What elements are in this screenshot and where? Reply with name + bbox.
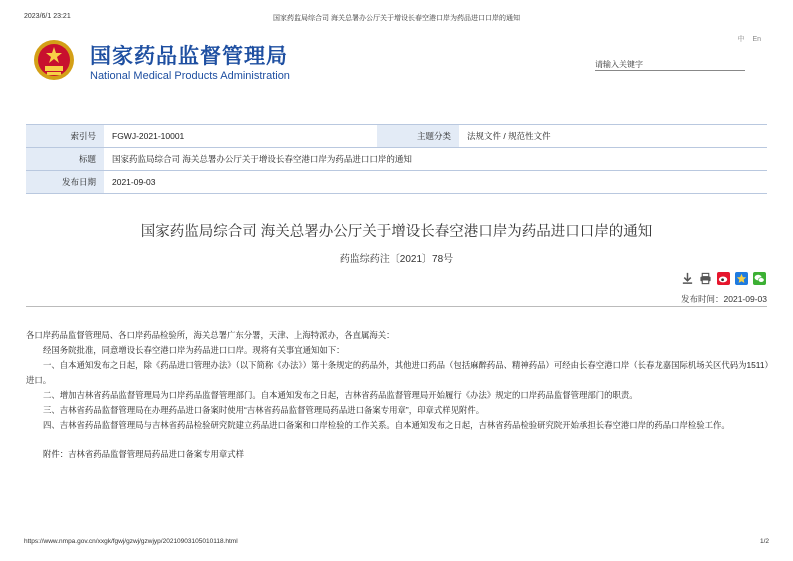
index-value: FGWJ-2021-10001 xyxy=(104,125,377,148)
download-icon[interactable] xyxy=(680,271,695,286)
print-url: https://www.nmpa.gov.cn/xxgk/fgwj/gzwj/gzwjyp/20210903105010118.html xyxy=(24,538,238,545)
title-value: 国家药监局综合司 海关总署办公厅关于增设长春空港口岸为药品进口口岸的通知 xyxy=(104,148,767,171)
paragraph: 一、自本通知发布之日起，除《药品进口管理办法》（以下简称《办法》）第十条规定的药品外，其他进口药品（包括麻醉药品、精神药品）可经由长春空港口岸（长春龙嘉国际机场关区代码为1511）进口。 xyxy=(26,360,769,385)
print-doc-title: 国家药监局综合司 海关总署办公厅关于增设长春空港口岸为药品进口口岸的通知 xyxy=(273,15,520,22)
site-header xyxy=(24,34,769,94)
category-value: 法规文件 / 规范性文件 xyxy=(459,125,767,148)
publish-time: 发布时间：2021-09-03 xyxy=(681,294,767,304)
paragraph: 经国务院批准，同意增设长春空港口岸为药品进口口岸。现将有关事宜通知如下： xyxy=(43,345,345,355)
search-input[interactable] xyxy=(595,58,745,72)
date-value: 2021-09-03 xyxy=(104,171,767,194)
favorite-icon[interactable] xyxy=(734,271,749,286)
metadata-table xyxy=(26,124,767,194)
site-name-cn[interactable]: 国家药品监督管理局 xyxy=(90,44,288,68)
page-number: 1/2 xyxy=(759,538,769,545)
lang-cn-link[interactable]: 中 xyxy=(737,36,745,43)
date-label: 发布日期 xyxy=(26,171,104,194)
table-row xyxy=(26,148,767,171)
divider xyxy=(26,306,767,307)
attachment-link[interactable]: 附件：吉林省药品监督管理局药品进口备案专用章式样 xyxy=(43,449,244,459)
table-row xyxy=(26,171,767,194)
wechat-icon[interactable] xyxy=(752,271,767,286)
index-label: 索引号 xyxy=(26,125,104,148)
weibo-icon[interactable] xyxy=(716,271,731,286)
print-icon[interactable] xyxy=(698,271,713,286)
print-header xyxy=(24,13,769,25)
share-toolbar xyxy=(680,270,767,286)
national-emblem-icon[interactable] xyxy=(32,38,76,82)
print-footer xyxy=(24,538,769,548)
print-timestamp: 2023/6/1 23:21 xyxy=(24,13,71,20)
site-name-en: National Medical Products Administration xyxy=(90,70,290,82)
table-row xyxy=(26,125,767,148)
salutation: 各口岸药品监督管理局、各口岸药品检验所，海关总署广东分署，天津、上海特派办，各直属海关： xyxy=(26,330,395,340)
doc-number: 药监综药注〔2021〕78号 xyxy=(339,254,454,265)
language-switcher xyxy=(731,34,761,44)
article-title: 国家药监局综合司 海关总署办公厅关于增设长春空港口岸为药品进口口岸的通知 xyxy=(140,224,653,240)
title-label: 标题 xyxy=(26,148,104,171)
paragraph: 四、吉林省药品监督管理局与吉林省药品检验研究院建立药品进口备案和口岸检验的工作关系。自本通知发布之日起，吉林省药品检验研究院开始承担长春空港口岸的药品口岸检验工作。 xyxy=(43,420,730,430)
paragraph: 二、增加吉林省药品监督管理局为口岸药品监督管理部门。自本通知发布之日起，吉林省药品监督管理局开始履行《办法》规定的口岸药品监督管理部门的职责。 xyxy=(43,390,638,400)
paragraph: 三、吉林省药品监督管理局在办理药品进口备案时使用“吉林省药品监督管理局药品进口备案专用章”，印章式样见附件。 xyxy=(43,405,485,415)
category-label: 主题分类 xyxy=(377,125,459,148)
lang-en-link[interactable]: En xyxy=(752,36,761,43)
article-body xyxy=(26,328,769,462)
search-box xyxy=(595,54,745,71)
